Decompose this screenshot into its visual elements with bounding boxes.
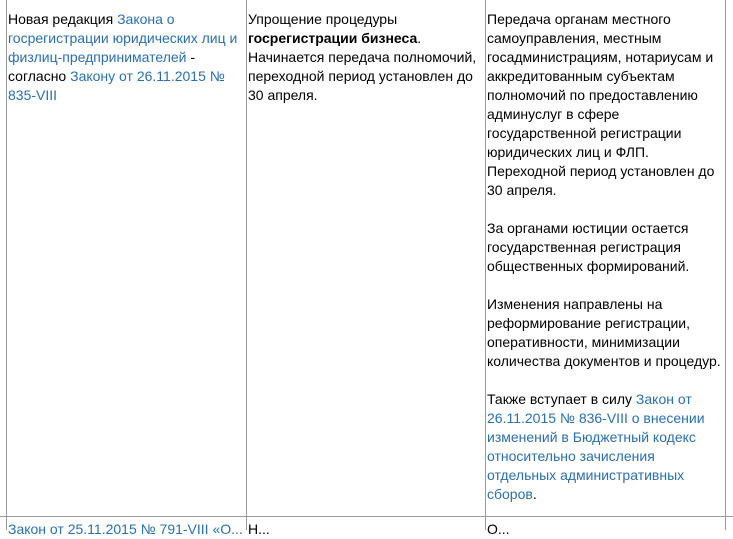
col2-prefix: Упрощение процедуры: [248, 11, 398, 27]
col2-bold-subject: госрегистрации бизнеса: [248, 30, 418, 46]
table-border-col2: [246, 0, 247, 530]
col2-suffix: .: [417, 30, 422, 46]
table-border-right: [725, 0, 726, 530]
row1-col2-cell: [248, 10, 484, 105]
row2-col2-text: Н...: [248, 521, 270, 537]
col3-paragraph-1: Передача органам местного самоуправления, местным госадминистрациям, нотариусам и аккредитованным субъектам полномочий по предоставлению админуслуг в сфере государственной регистрации юридических лиц и ФЛП. Переходной период установлен до 30 апреля.: [487, 11, 715, 198]
col3-paragraph-4: [487, 390, 723, 504]
table-border-col3: [485, 0, 486, 530]
table-border-left: [6, 0, 7, 530]
row1-col1-cell: [8, 10, 244, 105]
col2-note: Начинается передача полномочий, переходной период установлен до 30 апреля.: [248, 49, 477, 103]
col1-middle: - согласно: [8, 49, 196, 84]
col3-paragraph-2: За органами юстиции остается государственная регистрация общественных формирований.: [487, 220, 690, 274]
row2-col3-text: О...: [487, 521, 510, 537]
table-row-divider: [0, 516, 733, 517]
row1-col3-cell: [487, 10, 723, 504]
registration-law-link[interactable]: Закона о госрегистрации юридических лиц и физлиц-предпринимателей: [8, 11, 238, 65]
row2-col1-link[interactable]: Закон от 25.11.2015 № 791-VIII «О...: [8, 521, 243, 537]
col1-prefix: Новая редакция: [8, 11, 118, 27]
amendment-law-link[interactable]: Закону от 26.11.2015 № 835-VIII: [8, 68, 225, 103]
col3-p4-prefix: Также вступает в силу: [487, 391, 636, 407]
budget-code-law-link[interactable]: Закон от 26.11.2015 № 836-VIII о внесении изменений в Бюджетный кодекс относительно зачисления отдельных административных сборов: [487, 391, 705, 502]
col3-paragraph-3: Изменения направлены на реформирование регистрации, оперативности, минимизации количества документов и процедур.: [487, 296, 721, 369]
col3-p4-suffix: .: [532, 486, 537, 502]
